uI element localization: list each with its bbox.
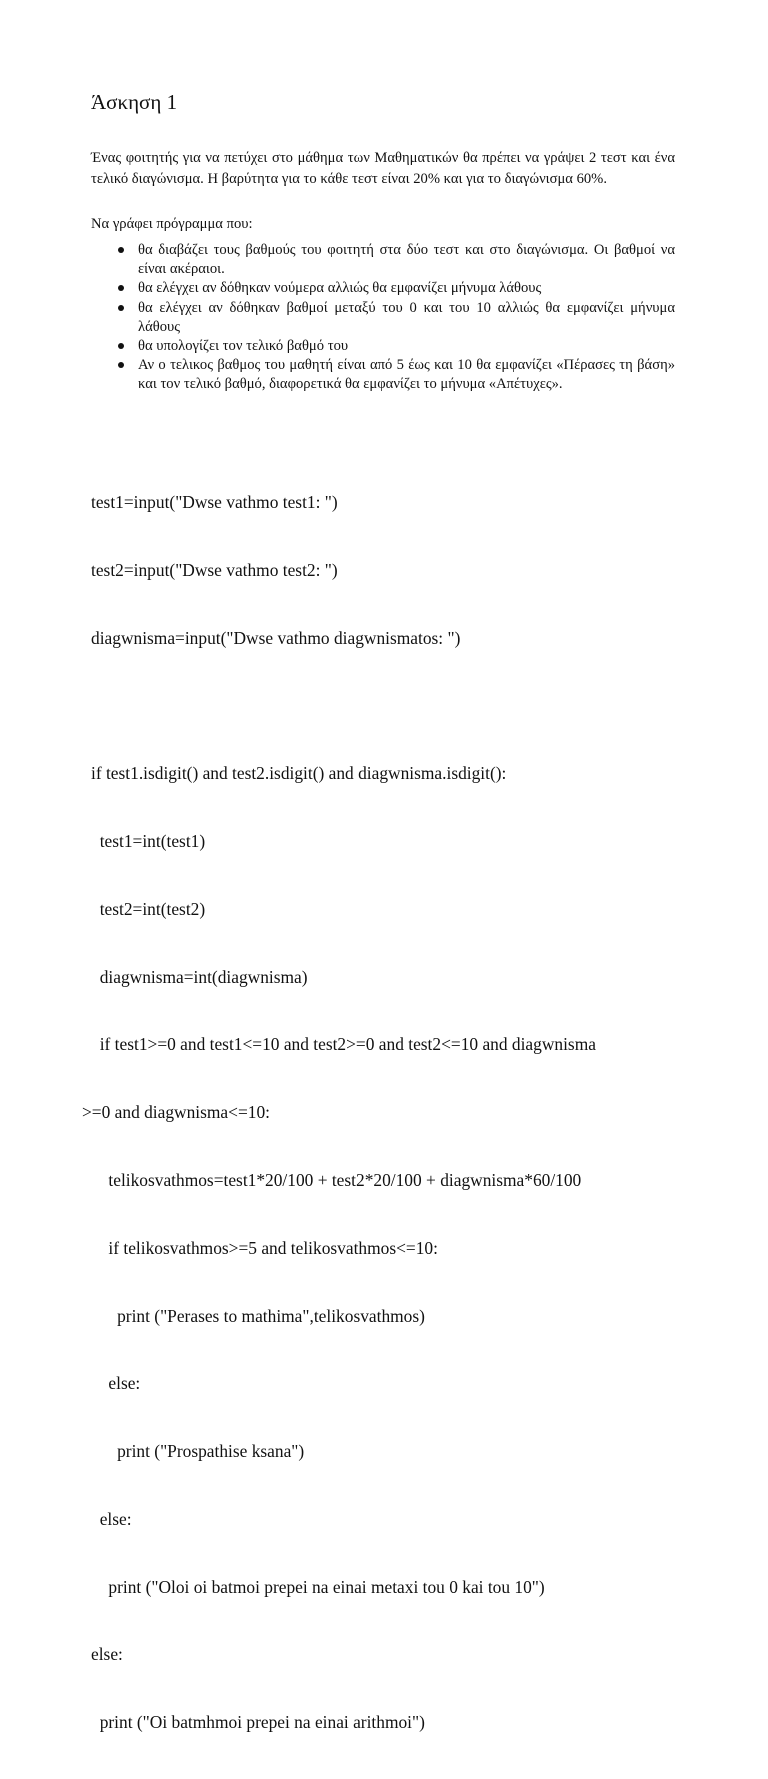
bullet-icon [118,285,124,291]
requirements-lead: Να γράφει πρόγραμμα που: [91,216,253,232]
code-line: print ("Perases to mathima",telikosvathmos) [91,1305,425,1326]
code-line: diagwnisma=int(diagwnisma) [91,966,308,987]
code-line: print ("Prospathise ksana") [91,1441,305,1462]
list-item [91,241,675,279]
code-line: test2=input("Dwse vathmo test2: ") [91,559,338,580]
list-item [91,356,675,394]
code-line: else: [91,1508,132,1529]
code-line: if test1>=0 and test1<=10 and test2>=0 and test2<=10 and diagwnisma [91,1034,596,1055]
code-line: >=0 and diagwnisma<=10: [82,1102,270,1123]
code-line: test1=input("Dwse vathmo test1: ") [91,492,338,513]
bullet-icon [118,305,124,311]
list-item-text: θα ελέγχει αν δόθηκαν βαθμοί μεταξύ του 0 και του 10 αλλιώς θα εμφανίζει μήνυμα λάθους [138,299,675,335]
list-item-text: Αν ο τελικος βαθμος του μαθητή είναι από 5 έως και 10 θα εμφανίζει «Πέρασες τη βάση» και τον τελικό βαθμό, διαφορετικά θα εμφανίζει το μήνυμα «Απέτυχες». [138,357,675,393]
bullet-icon [118,343,124,349]
code-line: if test1.isdigit() and test2.isdigit() and diagwnisma.isdigit(): [91,763,507,784]
list-item [91,337,675,356]
code-line: telikosvathmos=test1*20/100 + test2*20/100 + diagwnisma*60/100 [91,1170,582,1190]
list-item [91,279,675,298]
exercise-title: Άσκηση 1 [91,90,178,114]
requirements-list [91,241,675,395]
bullet-icon [118,362,124,368]
code-block [82,446,691,1779]
code-line: if telikosvathmos>=5 and telikosvathmos<=10: [91,1237,438,1258]
list-item-text: θα ελέγχει αν δόθηκαν νούμερα αλλιώς θα εμφανίζει μήνυμα λάθους [138,280,542,297]
list-item [91,299,675,337]
intro-paragraph: Ένας φοιτητής για να πετύχει στο μάθημα των Μαθηματικών θα πρέπει να γράψει 2 τεστ και ένα τελικό διαγώνισμα. Η βαρύτητα για το κάθε τεστ είναι 20% και για το διαγώνισμα 60%. [91,150,675,187]
list-item-text: θα υπολογίζει τον τελικό βαθμό του [138,338,349,355]
code-line: diagwnisma=input("Dwse vathmo diagwnismatos: ") [91,627,461,648]
code-line: else: [91,1644,123,1665]
list-item-text: θα διαβάζει τους βαθμούς του φοιτητή στα δύο τεστ και στο διαγώνισμα. Οι βαθμοί να είναι ακέραιοι. [138,242,675,278]
bullet-icon [118,247,124,253]
code-line: else: [91,1373,141,1394]
code-line [91,695,691,718]
code-line: print ("Oi batmhmoi prepei na einai arithmoi") [91,1712,425,1733]
code-line: print ("Oloi oi batmoi prepei na einai metaxi tou 0 kai tou 10") [91,1576,545,1597]
code-line: test2=int(test2) [91,898,206,919]
code-line: test1=int(test1) [91,831,206,852]
